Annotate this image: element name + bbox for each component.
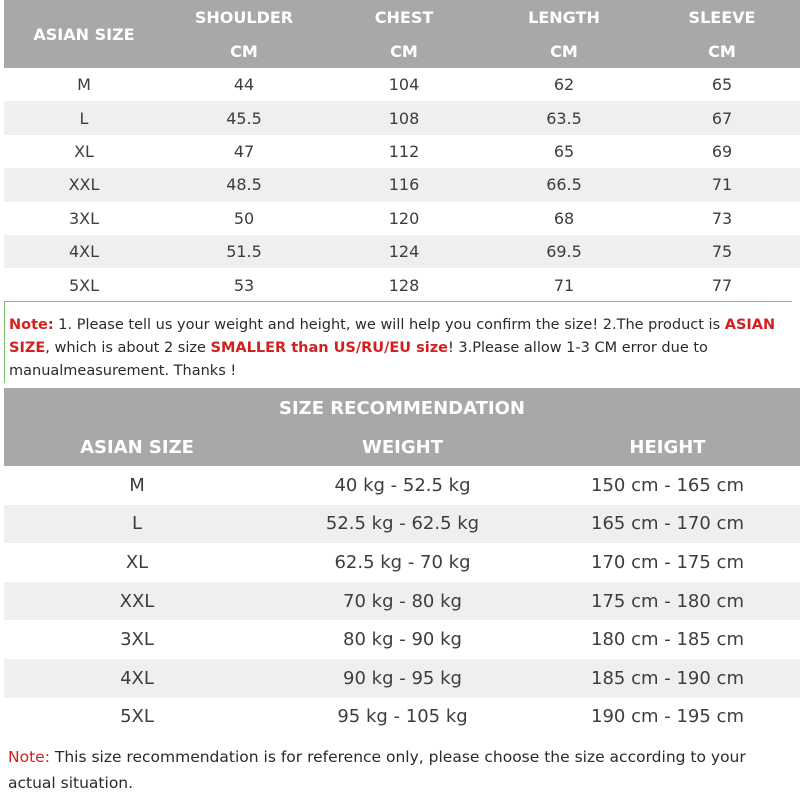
recommendation-title-row xyxy=(4,388,800,428)
cell-size: XL xyxy=(125,551,149,573)
cell-shoulder: 47 xyxy=(233,141,255,161)
cell-size: 3XL xyxy=(68,208,100,228)
header-asian-size: ASIAN SIZE xyxy=(4,428,270,466)
cell-chest: 104 xyxy=(388,75,420,95)
recommendation-header-row xyxy=(4,428,800,466)
cell-size: 5XL xyxy=(120,706,154,728)
cell-shoulder: 44 xyxy=(233,75,255,95)
header-shoulder: SHOULDER xyxy=(164,0,324,35)
recommendation-title: SIZE RECOMMENDATION xyxy=(4,388,800,428)
cell-sleeve: 75 xyxy=(644,235,800,268)
note-label: Note: xyxy=(8,748,50,766)
cell-size: M xyxy=(129,474,145,496)
size-note xyxy=(4,301,792,383)
size-chart-table xyxy=(4,0,800,302)
size-chart-header-row xyxy=(4,0,800,35)
cell-size: 3XL xyxy=(120,629,154,651)
cell-sleeve: 65 xyxy=(711,75,733,95)
cell-height: 170 cm - 175 cm xyxy=(591,551,744,573)
cell-length: 65 xyxy=(553,141,575,161)
cell-length: 69.5 xyxy=(484,235,644,268)
header-length: LENGTH xyxy=(484,0,644,35)
note-label: Note: xyxy=(9,317,54,333)
cell-sleeve: 77 xyxy=(711,275,733,295)
cell-length: 62 xyxy=(553,75,575,95)
size-recommendation-table xyxy=(4,388,800,736)
cell-shoulder: 45.5 xyxy=(164,101,324,134)
table-row xyxy=(4,582,800,621)
cell-height: 185 cm - 190 cm xyxy=(535,659,800,698)
cell-sleeve: 73 xyxy=(711,208,733,228)
cell-size: M xyxy=(77,75,91,95)
cell-chest: 112 xyxy=(388,141,420,161)
table-row xyxy=(4,168,800,201)
header-chest: CHEST xyxy=(324,0,484,35)
cell-shoulder: 48.5 xyxy=(164,168,324,201)
note-text: 1. Please tell us your weight and height, we will help you confirm the size! 2.The product is xyxy=(53,317,725,333)
table-row xyxy=(4,235,800,268)
note-highlight-smaller: SMALLER than US/RU/EU size xyxy=(210,340,448,356)
table-row xyxy=(4,466,800,505)
cell-size: 4XL xyxy=(4,235,164,268)
cell-chest: 116 xyxy=(324,168,484,201)
table-row xyxy=(4,659,800,698)
note-text: This size recommendation is for reference only, please choose the size according to your actual situation. xyxy=(8,748,746,792)
cell-size: XL xyxy=(74,141,94,161)
header-height: HEIGHT xyxy=(535,428,800,466)
cell-length: 68 xyxy=(553,208,575,228)
cell-length: 66.5 xyxy=(484,168,644,201)
table-row xyxy=(4,101,800,134)
cell-height: 180 cm - 185 cm xyxy=(591,629,744,651)
cell-height: 190 cm - 195 cm xyxy=(591,706,744,728)
cell-sleeve: 71 xyxy=(644,168,800,201)
cell-weight: 70 kg - 80 kg xyxy=(270,582,535,621)
header-asian-size: ASIAN SIZE xyxy=(4,0,164,68)
header-weight: WEIGHT xyxy=(270,428,535,466)
table-row xyxy=(4,202,800,235)
note-highlight-asian-size: ASIAN SIZE xyxy=(9,317,776,356)
cell-size: 5XL xyxy=(68,275,100,295)
cell-shoulder: 50 xyxy=(233,208,255,228)
table-row xyxy=(4,698,800,737)
table-row xyxy=(4,68,800,101)
unit-chest: CM xyxy=(324,35,484,68)
cell-shoulder: 53 xyxy=(233,275,255,295)
cell-sleeve: 67 xyxy=(644,101,800,134)
cell-chest: 124 xyxy=(324,235,484,268)
unit-shoulder: CM xyxy=(164,35,324,68)
cell-weight: 80 kg - 90 kg xyxy=(343,629,462,651)
cell-size: 4XL xyxy=(4,659,270,698)
unit-length: CM xyxy=(484,35,644,68)
table-row xyxy=(4,505,800,544)
cell-size: L xyxy=(4,505,270,544)
cell-height: 150 cm - 165 cm xyxy=(591,474,744,496)
cell-weight: 40 kg - 52.5 kg xyxy=(334,474,471,496)
cell-shoulder: 51.5 xyxy=(164,235,324,268)
note-text: ! 3.Please allow 1-3 CM error due to manualmeasurement. Thanks ! xyxy=(9,340,708,379)
cell-size: XXL xyxy=(4,582,270,621)
cell-sleeve: 69 xyxy=(711,141,733,161)
cell-chest: 120 xyxy=(388,208,420,228)
cell-weight: 62.5 kg - 70 kg xyxy=(334,551,471,573)
header-sleeve: SLEEVE xyxy=(644,0,800,35)
cell-size: XXL xyxy=(4,168,164,201)
table-row xyxy=(4,268,800,301)
note-text: , which is about 2 size xyxy=(45,340,211,356)
cell-size: L xyxy=(4,101,164,134)
cell-weight: 95 kg - 105 kg xyxy=(337,706,468,728)
recommendation-note xyxy=(8,744,794,796)
cell-length: 71 xyxy=(553,275,575,295)
cell-height: 175 cm - 180 cm xyxy=(535,582,800,621)
cell-height: 165 cm - 170 cm xyxy=(535,505,800,544)
table-row xyxy=(4,620,800,659)
cell-chest: 128 xyxy=(388,275,420,295)
table-row xyxy=(4,135,800,168)
cell-chest: 108 xyxy=(324,101,484,134)
table-row xyxy=(4,543,800,582)
cell-weight: 90 kg - 95 kg xyxy=(270,659,535,698)
unit-sleeve: CM xyxy=(644,35,800,68)
cell-weight: 52.5 kg - 62.5 kg xyxy=(270,505,535,544)
cell-length: 63.5 xyxy=(484,101,644,134)
